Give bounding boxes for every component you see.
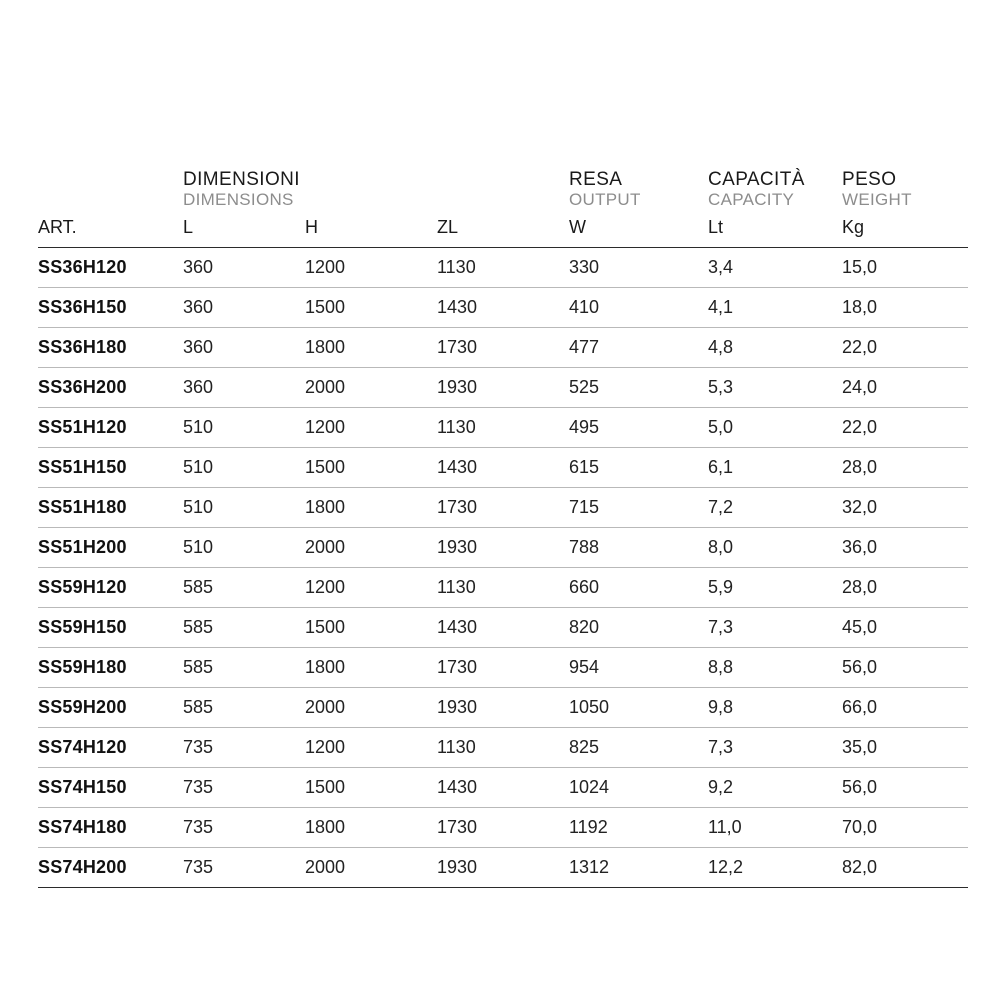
cell-l: 360 [183,327,305,367]
cell-zl: 1730 [437,647,569,687]
group-header-row [38,170,968,217]
cell-art: SS36H120 [38,247,183,287]
group-header-empty [38,170,183,217]
cell-lt: 5,0 [708,407,842,447]
cell-h: 1200 [305,567,437,607]
cell-kg: 35,0 [842,727,968,767]
cell-l: 510 [183,527,305,567]
group-label-it: CAPACITÀ [708,169,805,190]
cell-h: 1800 [305,647,437,687]
group-label-it: PESO [842,169,897,190]
cell-lt: 6,1 [708,447,842,487]
cell-w: 954 [569,647,708,687]
cell-kg: 36,0 [842,527,968,567]
cell-art: SS51H120 [38,407,183,447]
cell-kg: 22,0 [842,327,968,367]
cell-kg: 82,0 [842,847,968,887]
cell-w: 1050 [569,687,708,727]
cell-zl: 1130 [437,567,569,607]
cell-h: 1500 [305,287,437,327]
cell-h: 1200 [305,247,437,287]
table-row [38,647,968,687]
column-header-lt: Lt [708,217,842,248]
cell-l: 510 [183,487,305,527]
table-row [38,607,968,647]
cell-h: 2000 [305,527,437,567]
cell-zl: 1430 [437,287,569,327]
specifications-table [38,170,968,888]
cell-zl: 1930 [437,847,569,887]
cell-art: SS51H200 [38,527,183,567]
cell-zl: 1430 [437,767,569,807]
cell-kg: 32,0 [842,487,968,527]
table-row [38,367,968,407]
cell-w: 477 [569,327,708,367]
cell-lt: 11,0 [708,807,842,847]
table-body [38,247,968,887]
cell-lt: 8,0 [708,527,842,567]
cell-h: 2000 [305,687,437,727]
table-row [38,807,968,847]
cell-kg: 28,0 [842,447,968,487]
cell-art: SS36H150 [38,287,183,327]
cell-kg: 66,0 [842,687,968,727]
cell-art: SS36H180 [38,327,183,367]
cell-kg: 70,0 [842,807,968,847]
cell-h: 1500 [305,767,437,807]
cell-l: 585 [183,647,305,687]
column-header-w: W [569,217,708,248]
column-header-kg: Kg [842,217,968,248]
cell-h: 1800 [305,487,437,527]
cell-h: 2000 [305,847,437,887]
cell-art: SS59H180 [38,647,183,687]
cell-h: 2000 [305,367,437,407]
column-header-l: L [183,217,305,248]
cell-l: 510 [183,407,305,447]
cell-kg: 15,0 [842,247,968,287]
cell-lt: 12,2 [708,847,842,887]
cell-w: 788 [569,527,708,567]
cell-lt: 3,4 [708,247,842,287]
cell-art: SS59H120 [38,567,183,607]
column-header-art: ART. [38,217,183,248]
table-row [38,767,968,807]
cell-lt: 5,9 [708,567,842,607]
cell-lt: 7,2 [708,487,842,527]
cell-lt: 9,2 [708,767,842,807]
cell-lt: 7,3 [708,607,842,647]
cell-zl: 1430 [437,447,569,487]
group-label-en: WEIGHT [842,189,912,209]
cell-h: 1800 [305,807,437,847]
table-row [38,327,968,367]
group-header-output [569,170,708,217]
cell-l: 360 [183,287,305,327]
table-row [38,247,968,287]
cell-l: 510 [183,447,305,487]
cell-lt: 7,3 [708,727,842,767]
cell-l: 735 [183,807,305,847]
cell-zl: 1130 [437,727,569,767]
cell-zl: 1730 [437,327,569,367]
cell-w: 615 [569,447,708,487]
cell-art: SS59H200 [38,687,183,727]
table-row [38,287,968,327]
cell-zl: 1130 [437,407,569,447]
cell-zl: 1730 [437,487,569,527]
cell-art: SS74H120 [38,727,183,767]
cell-zl: 1930 [437,527,569,567]
cell-art: SS74H200 [38,847,183,887]
table-row [38,447,968,487]
cell-w: 495 [569,407,708,447]
cell-lt: 8,8 [708,647,842,687]
cell-w: 330 [569,247,708,287]
group-label-en: OUTPUT [569,189,641,209]
cell-kg: 45,0 [842,607,968,647]
cell-lt: 4,8 [708,327,842,367]
cell-w: 715 [569,487,708,527]
group-header-dimensions [183,170,569,217]
group-header-weight [842,170,968,217]
cell-l: 735 [183,767,305,807]
cell-zl: 1130 [437,247,569,287]
cell-w: 825 [569,727,708,767]
table-row [38,527,968,567]
table-row [38,847,968,887]
cell-kg: 22,0 [842,407,968,447]
table-row [38,407,968,447]
cell-art: SS51H180 [38,487,183,527]
cell-kg: 18,0 [842,287,968,327]
cell-w: 1312 [569,847,708,887]
cell-lt: 4,1 [708,287,842,327]
table-row [38,567,968,607]
cell-lt: 5,3 [708,367,842,407]
cell-l: 735 [183,727,305,767]
cell-kg: 24,0 [842,367,968,407]
cell-w: 820 [569,607,708,647]
group-label-en: DIMENSIONS [183,189,294,209]
cell-l: 585 [183,687,305,727]
cell-w: 525 [569,367,708,407]
cell-h: 1200 [305,727,437,767]
group-header-capacity [708,170,842,217]
cell-art: SS59H150 [38,607,183,647]
column-header-h: H [305,217,437,248]
cell-zl: 1930 [437,367,569,407]
group-label-en: CAPACITY [708,189,795,209]
group-label-it: DIMENSIONI [183,169,300,190]
cell-art: SS36H200 [38,367,183,407]
cell-w: 1192 [569,807,708,847]
cell-h: 1500 [305,607,437,647]
cell-l: 360 [183,367,305,407]
cell-kg: 56,0 [842,647,968,687]
cell-art: SS74H150 [38,767,183,807]
table-row [38,727,968,767]
cell-art: SS51H150 [38,447,183,487]
cell-h: 1200 [305,407,437,447]
cell-art: SS74H180 [38,807,183,847]
cell-kg: 56,0 [842,767,968,807]
group-label-it: RESA [569,169,623,190]
cell-l: 585 [183,567,305,607]
table-row [38,487,968,527]
cell-h: 1800 [305,327,437,367]
cell-zl: 1430 [437,607,569,647]
column-header-zl: ZL [437,217,569,248]
column-header-row [38,217,968,248]
cell-w: 1024 [569,767,708,807]
cell-l: 585 [183,607,305,647]
cell-zl: 1730 [437,807,569,847]
cell-h: 1500 [305,447,437,487]
cell-l: 735 [183,847,305,887]
cell-w: 660 [569,567,708,607]
cell-lt: 9,8 [708,687,842,727]
cell-kg: 28,0 [842,567,968,607]
table-row [38,687,968,727]
cell-l: 360 [183,247,305,287]
cell-w: 410 [569,287,708,327]
cell-zl: 1930 [437,687,569,727]
